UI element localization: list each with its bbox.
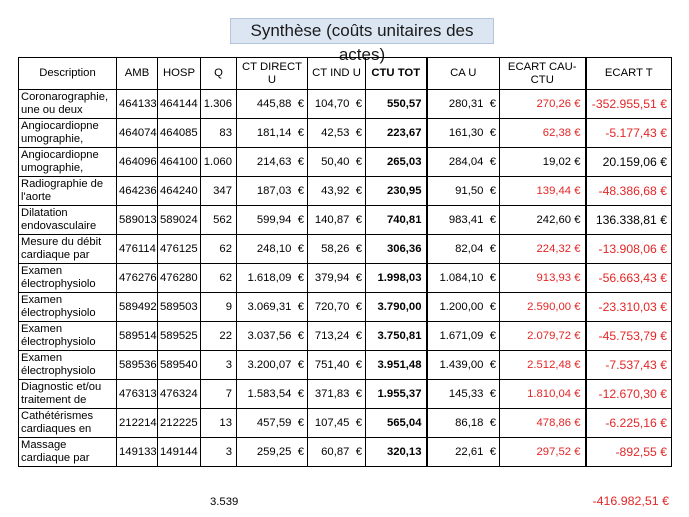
table-row xyxy=(19,438,672,467)
row-ct-direct-u xyxy=(237,409,308,438)
row-ct-direct-u xyxy=(237,235,308,264)
table-row xyxy=(19,148,672,177)
row-ct-ind-u xyxy=(308,322,366,351)
row-description: Examen électrophysiolo xyxy=(19,322,117,351)
row-ca-u xyxy=(427,409,500,438)
currency-symbol: € xyxy=(355,359,362,371)
row-description: Examen électrophysiolo xyxy=(19,264,117,293)
row-hosp: 476280 xyxy=(158,264,201,293)
row-ct-ind-u-value: 43,92 xyxy=(321,185,350,197)
row-description: Diagnostic et/ou traitement de xyxy=(19,380,117,409)
row-ecart-t: 20.159,06 € xyxy=(586,148,672,177)
header-row xyxy=(19,58,672,90)
row-ca-u-value: 1.200,00 xyxy=(439,301,484,313)
row-amb: 464096 xyxy=(117,148,158,177)
currency-symbol: € xyxy=(489,127,496,139)
currency-symbol: € xyxy=(489,98,496,110)
currency-symbol: € xyxy=(355,446,362,458)
header-hosp: HOSP xyxy=(158,58,201,90)
row-ct-ind-u-value: 371,83 xyxy=(314,388,350,400)
currency-symbol: € xyxy=(355,417,362,429)
row-ct-ind-u-value: 60,87 xyxy=(321,446,350,458)
row-ct-direct-u-value: 187,03 xyxy=(256,185,292,197)
currency-symbol: € xyxy=(297,417,304,429)
row-q: 3 xyxy=(201,351,237,380)
row-amb: 212214 xyxy=(117,409,158,438)
currency-symbol: € xyxy=(355,156,362,168)
row-ecart-cau-ctu: 297,52 € xyxy=(500,438,586,467)
currency-symbol: € xyxy=(297,156,304,168)
row-ct-ind-u-value: 104,70 xyxy=(314,98,350,110)
currency-symbol: € xyxy=(355,388,362,400)
row-ca-u-value: 22,61 xyxy=(455,446,484,458)
row-ct-ind-u-value: 713,24 xyxy=(314,330,350,342)
row-ct-ind-u xyxy=(308,438,366,467)
row-ecart-cau-ctu: 2.590,00 € xyxy=(500,293,586,322)
row-ca-u-value: 91,50 xyxy=(455,185,484,197)
row-ctu-tot: 3.951,48 xyxy=(366,351,427,380)
row-ct-direct-u xyxy=(237,177,308,206)
row-ctu-tot: 265,03 xyxy=(366,148,427,177)
row-hosp: 589503 xyxy=(158,293,201,322)
row-description: Angiocardiopne umographie, xyxy=(19,119,117,148)
row-ca-u xyxy=(427,438,500,467)
row-ct-direct-u xyxy=(237,264,308,293)
cost-table xyxy=(18,57,672,467)
row-ca-u xyxy=(427,235,500,264)
table-row xyxy=(19,264,672,293)
header-ct-ind-u: CT IND U xyxy=(308,58,366,90)
row-amb: 589536 xyxy=(117,351,158,380)
row-ecart-t: -45.753,79 € xyxy=(586,322,672,351)
currency-symbol: € xyxy=(489,330,496,342)
row-ct-ind-u xyxy=(308,293,366,322)
currency-symbol: € xyxy=(355,98,362,110)
row-q: 7 xyxy=(201,380,237,409)
row-hosp: 589540 xyxy=(158,351,201,380)
row-ctu-tot: 740,81 xyxy=(366,206,427,235)
row-ct-direct-u-value: 214,63 xyxy=(256,156,292,168)
row-ca-u-value: 280,31 xyxy=(448,98,484,110)
row-ca-u xyxy=(427,264,500,293)
row-ct-direct-u-value: 3.037,56 xyxy=(247,330,292,342)
row-ecart-cau-ctu: 270,26 € xyxy=(500,90,586,119)
row-ct-ind-u xyxy=(308,380,366,409)
row-ca-u-value: 983,41 xyxy=(448,214,484,226)
table-row xyxy=(19,177,672,206)
row-ct-ind-u xyxy=(308,177,366,206)
row-ecart-t: -892,55 € xyxy=(586,438,672,467)
row-hosp: 464100 xyxy=(158,148,201,177)
currency-symbol: € xyxy=(297,185,304,197)
currency-symbol: € xyxy=(355,185,362,197)
header-amb: AMB xyxy=(117,58,158,90)
row-ca-u-value: 145,33 xyxy=(448,388,484,400)
row-ctu-tot: 230,95 xyxy=(366,177,427,206)
row-q: 62 xyxy=(201,264,237,293)
currency-symbol: € xyxy=(489,156,496,168)
row-ca-u xyxy=(427,293,500,322)
row-ecart-t: -48.386,68 € xyxy=(586,177,672,206)
row-ct-direct-u xyxy=(237,293,308,322)
row-hosp: 589525 xyxy=(158,322,201,351)
header-description: Description xyxy=(19,58,117,90)
row-ct-direct-u xyxy=(237,206,308,235)
row-ecart-cau-ctu: 242,60 € xyxy=(500,206,586,235)
row-ct-direct-u-value: 181,14 xyxy=(256,127,292,139)
table-row xyxy=(19,351,672,380)
row-hosp: 476324 xyxy=(158,380,201,409)
row-ctu-tot: 320,13 xyxy=(366,438,427,467)
total-quantity: 3.539 xyxy=(210,496,239,508)
row-ecart-t: -56.663,43 € xyxy=(586,264,672,293)
row-ct-direct-u-value: 3.200,07 xyxy=(247,359,292,371)
row-ecart-t: -5.177,43 € xyxy=(586,119,672,148)
currency-symbol: € xyxy=(297,127,304,139)
currency-symbol: € xyxy=(489,301,496,313)
row-ca-u-value: 284,04 xyxy=(448,156,484,168)
currency-symbol: € xyxy=(489,185,496,197)
row-ct-direct-u xyxy=(237,119,308,148)
row-ctu-tot: 565,04 xyxy=(366,409,427,438)
table-row xyxy=(19,380,672,409)
row-ca-u xyxy=(427,177,500,206)
row-ecart-cau-ctu: 2.512,48 € xyxy=(500,351,586,380)
table-row xyxy=(19,206,672,235)
row-ecart-cau-ctu: 478,86 € xyxy=(500,409,586,438)
row-description: Angiocardiopne umographie, xyxy=(19,148,117,177)
row-ctu-tot: 1.955,37 xyxy=(366,380,427,409)
header-ctu-tot: CTU TOT xyxy=(366,58,427,90)
currency-symbol: € xyxy=(297,272,304,284)
row-amb: 476114 xyxy=(117,235,158,264)
row-ca-u-value: 1.439,00 xyxy=(439,359,484,371)
row-ct-ind-u-value: 140,87 xyxy=(314,214,350,226)
row-ecart-cau-ctu: 224,32 € xyxy=(500,235,586,264)
row-ca-u xyxy=(427,206,500,235)
currency-symbol: € xyxy=(297,214,304,226)
total-ecart-t: -416.982,51 € xyxy=(592,494,669,508)
row-amb: 464133 xyxy=(117,90,158,119)
row-ecart-cau-ctu: 913,93 € xyxy=(500,264,586,293)
row-ca-u-value: 161,30 xyxy=(448,127,484,139)
row-ca-u xyxy=(427,322,500,351)
row-q: 1.060 xyxy=(201,148,237,177)
row-ct-ind-u-value: 107,45 xyxy=(314,417,350,429)
row-ct-direct-u xyxy=(237,322,308,351)
row-amb: 589013 xyxy=(117,206,158,235)
row-q: 347 xyxy=(201,177,237,206)
row-q: 3 xyxy=(201,438,237,467)
row-amb: 589492 xyxy=(117,293,158,322)
row-ecart-t: -6.225,16 € xyxy=(586,409,672,438)
row-ct-direct-u-value: 1.583,54 xyxy=(247,388,292,400)
row-ct-direct-u xyxy=(237,380,308,409)
row-q: 9 xyxy=(201,293,237,322)
page-title: Synthèse (coûts unitaires des actes) xyxy=(230,18,494,44)
row-ct-direct-u-value: 3.069,31 xyxy=(247,301,292,313)
currency-symbol: € xyxy=(489,359,496,371)
row-ctu-tot: 3.750,81 xyxy=(366,322,427,351)
currency-symbol: € xyxy=(297,301,304,313)
row-amb: 149133 xyxy=(117,438,158,467)
row-ct-ind-u-value: 379,94 xyxy=(314,272,350,284)
row-amb: 476313 xyxy=(117,380,158,409)
currency-symbol: € xyxy=(489,446,496,458)
row-description: Radiographie de l'aorte xyxy=(19,177,117,206)
row-ct-ind-u xyxy=(308,119,366,148)
row-hosp: 464144 xyxy=(158,90,201,119)
currency-symbol: € xyxy=(355,127,362,139)
row-ct-ind-u-value: 50,40 xyxy=(321,156,350,168)
row-q: 1.306 xyxy=(201,90,237,119)
header-ct-direct-u: CT DIRECT U xyxy=(237,58,308,90)
row-ct-direct-u-value: 1.618,09 xyxy=(247,272,292,284)
row-ecart-t: 136.338,81 € xyxy=(586,206,672,235)
row-ca-u xyxy=(427,90,500,119)
row-q: 13 xyxy=(201,409,237,438)
row-ct-ind-u xyxy=(308,90,366,119)
row-ctu-tot: 223,67 xyxy=(366,119,427,148)
row-hosp: 464240 xyxy=(158,177,201,206)
row-description: Coronarographie, une ou deux xyxy=(19,90,117,119)
row-ct-direct-u xyxy=(237,351,308,380)
row-ct-ind-u xyxy=(308,409,366,438)
row-ca-u-value: 1.671,09 xyxy=(439,330,484,342)
row-ecart-cau-ctu: 1.810,04 € xyxy=(500,380,586,409)
row-ca-u-value: 1.084,10 xyxy=(439,272,484,284)
header-ecart-cau-ctu: ECART CAU-CTU xyxy=(500,58,586,90)
row-ecart-t: -12.670,30 € xyxy=(586,380,672,409)
currency-symbol: € xyxy=(355,301,362,313)
row-hosp: 589024 xyxy=(158,206,201,235)
currency-symbol: € xyxy=(489,214,496,226)
row-q: 22 xyxy=(201,322,237,351)
row-ct-direct-u-value: 599,94 xyxy=(256,214,292,226)
row-ecart-t: -352.955,51 € xyxy=(586,90,672,119)
row-ca-u xyxy=(427,380,500,409)
row-ecart-cau-ctu: 2.079,72 € xyxy=(500,322,586,351)
row-amb: 464236 xyxy=(117,177,158,206)
row-description: Cathétérismes cardiaques en xyxy=(19,409,117,438)
currency-symbol: € xyxy=(355,243,362,255)
currency-symbol: € xyxy=(297,388,304,400)
row-amb: 589514 xyxy=(117,322,158,351)
currency-symbol: € xyxy=(489,243,496,255)
table-row xyxy=(19,322,672,351)
row-ct-ind-u xyxy=(308,351,366,380)
currency-symbol: € xyxy=(355,330,362,342)
currency-symbol: € xyxy=(297,243,304,255)
row-amb: 464074 xyxy=(117,119,158,148)
currency-symbol: € xyxy=(297,446,304,458)
row-ecart-t: -13.908,06 € xyxy=(586,235,672,264)
row-ctu-tot: 306,36 xyxy=(366,235,427,264)
currency-symbol: € xyxy=(297,330,304,342)
currency-symbol: € xyxy=(489,272,496,284)
currency-symbol: € xyxy=(297,98,304,110)
row-ct-direct-u xyxy=(237,90,308,119)
row-ct-ind-u xyxy=(308,206,366,235)
table-row xyxy=(19,90,672,119)
row-ecart-cau-ctu: 139,44 € xyxy=(500,177,586,206)
row-q: 62 xyxy=(201,235,237,264)
row-ca-u-value: 82,04 xyxy=(455,243,484,255)
row-ct-ind-u xyxy=(308,264,366,293)
row-ct-direct-u xyxy=(237,148,308,177)
currency-symbol: € xyxy=(489,417,496,429)
row-ca-u xyxy=(427,119,500,148)
header-ecart-t: ECART T xyxy=(586,58,672,90)
row-ct-direct-u-value: 445,88 xyxy=(256,98,292,110)
row-description: Examen électrophysiolo xyxy=(19,293,117,322)
row-hosp: 476125 xyxy=(158,235,201,264)
row-ct-ind-u xyxy=(308,148,366,177)
row-hosp: 149144 xyxy=(158,438,201,467)
row-ctu-tot: 550,57 xyxy=(366,90,427,119)
row-ecart-cau-ctu: 62,38 € xyxy=(500,119,586,148)
row-ctu-tot: 1.998,03 xyxy=(366,264,427,293)
row-ca-u xyxy=(427,351,500,380)
row-hosp: 464085 xyxy=(158,119,201,148)
header-ca-u: CA U xyxy=(427,58,500,90)
row-description: Massage cardiaque par xyxy=(19,438,117,467)
header-q: Q xyxy=(201,58,237,90)
row-ct-ind-u-value: 42,53 xyxy=(321,127,350,139)
row-ct-ind-u-value: 720,70 xyxy=(314,301,350,313)
row-ecart-t: -7.537,43 € xyxy=(586,351,672,380)
row-ca-u xyxy=(427,148,500,177)
row-description: Dilatation endovasculaire xyxy=(19,206,117,235)
row-ct-direct-u-value: 457,59 xyxy=(256,417,292,429)
row-q: 83 xyxy=(201,119,237,148)
row-hosp: 212225 xyxy=(158,409,201,438)
table-row xyxy=(19,409,672,438)
row-ct-ind-u-value: 751,40 xyxy=(314,359,350,371)
row-description: Examen électrophysiolo xyxy=(19,351,117,380)
row-ca-u-value: 86,18 xyxy=(455,417,484,429)
row-description: Mesure du débit cardiaque par xyxy=(19,235,117,264)
row-amb: 476276 xyxy=(117,264,158,293)
row-ctu-tot: 3.790,00 xyxy=(366,293,427,322)
currency-symbol: € xyxy=(489,388,496,400)
currency-symbol: € xyxy=(297,359,304,371)
currency-symbol: € xyxy=(355,214,362,226)
row-ct-direct-u-value: 248,10 xyxy=(256,243,292,255)
row-ct-ind-u xyxy=(308,235,366,264)
row-ct-direct-u xyxy=(237,438,308,467)
currency-symbol: € xyxy=(355,272,362,284)
row-ct-ind-u-value: 58,26 xyxy=(321,243,350,255)
row-ecart-cau-ctu: 19,02 € xyxy=(500,148,586,177)
row-ct-direct-u-value: 259,25 xyxy=(256,446,292,458)
row-ecart-t: -23.310,03 € xyxy=(586,293,672,322)
table-row xyxy=(19,119,672,148)
table-row xyxy=(19,293,672,322)
table-row xyxy=(19,235,672,264)
row-q: 562 xyxy=(201,206,237,235)
